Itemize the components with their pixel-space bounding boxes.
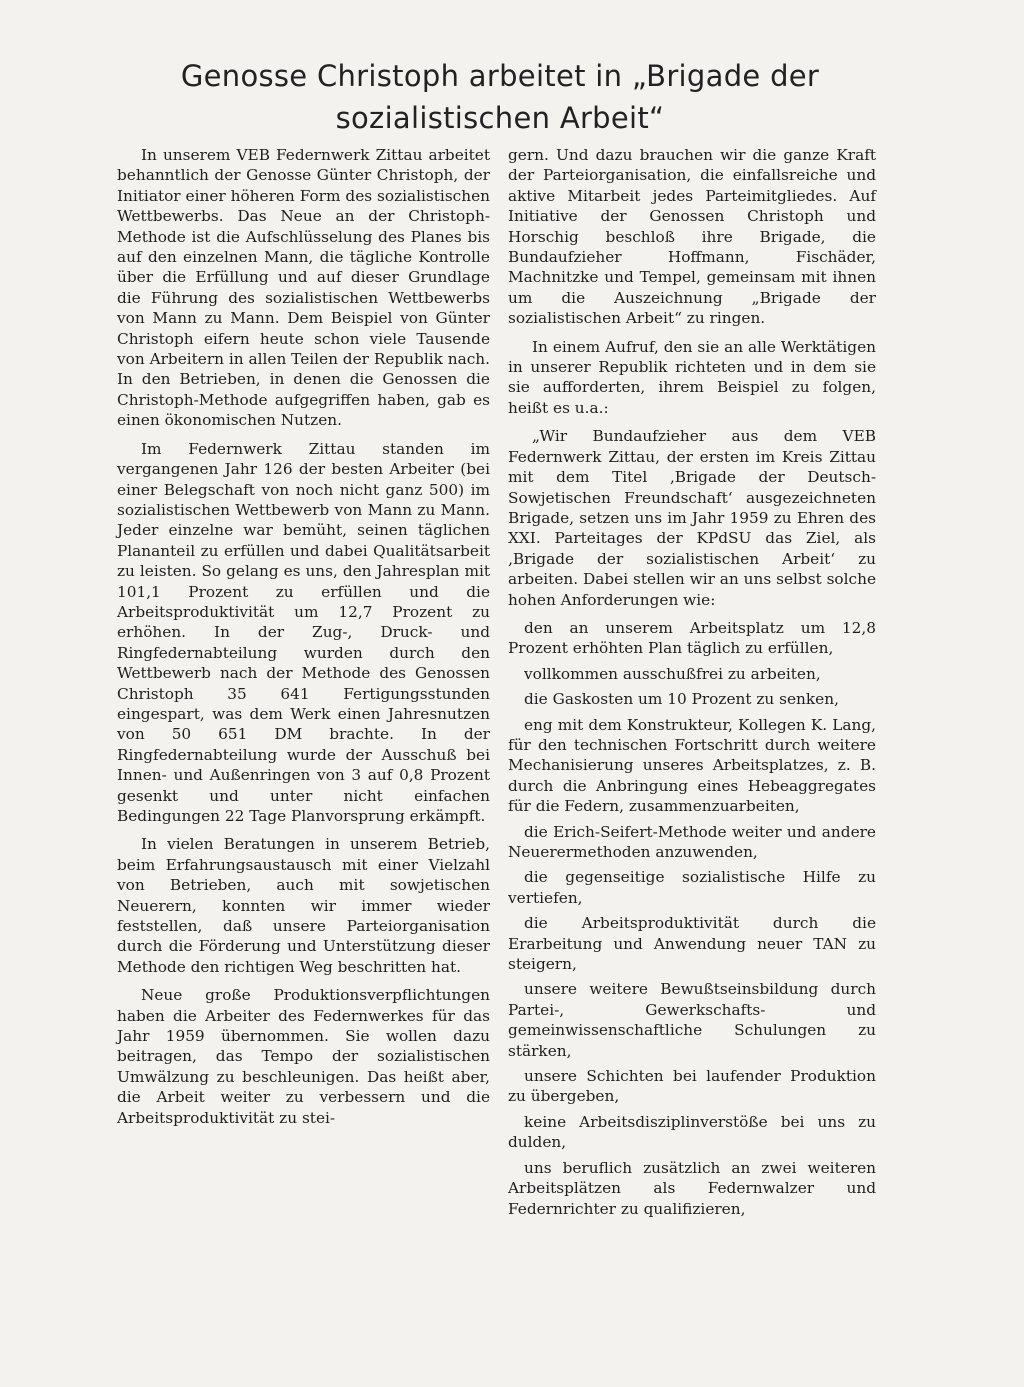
- left-column: [117, 145, 490, 1136]
- commitment-item: eng mit dem Konstrukteur, Kollegen K. Lang, für den technischen Fortschritt durch weitere Mechanisierung unseres Arbeitsplatzes, z. B. durch die Anbringung eines Hebeaggregates für die Federn, zusammenzuarbeiten,: [508, 715, 876, 816]
- left-paragraph-4: Neue große Produktionsverpflichtungen haben die Arbeiter des Federnwerkes für das Jahr 1959 übernommen. Sie wollen dazu beitragen, das Tempo der sozialistischen Umwälzung zu beschleunigen. Das heißt aber, die Arbeit weiter zu verbessern und die Arbeitsproduktivität zu stei-: [117, 986, 490, 1127]
- commitment-item: vollkommen ausschußfrei zu arbeiten,: [524, 664, 821, 683]
- commitment-item: unsere weitere Bewußtseinsbildung durch Partei-, Gewerkschafts- und gemeinwissenschaftliche Schulungen zu stärken,: [508, 980, 876, 1060]
- article-title-line-1: Genosse Christoph arbeitet in „Brigade der: [180, 59, 820, 93]
- right-paragraph-3: „Wir Bundaufzieher aus dem VEB Federnwerk Zittau, der ersten im Kreis Zittau mit dem Titel ‚Brigade der Deutsch-Sowjetischen Freundschaft‘ ausgezeichneten Brigade, setzen uns im Jahr 1959 zu Ehren des XXI. Parteitages der KPdSU das Ziel, als ‚Brigade der sozialistischen Arbeit‘ zu arbeiten. Dabei stellen wir an uns selbst solche hohen Anforderungen wie:: [508, 427, 876, 609]
- left-paragraph-2: Im Federnwerk Zittau standen im vergangenen Jahr 126 der besten Arbeiter (bei einer Belegschaft von noch nicht ganz 500) im sozialistischen Wettbewerb von Mann zu Mann. Jeder einzelne war bemüht, seinen täglichen Plananteil zu erfüllen und dabei Qualitätsarbeit zu leisten. So gelang es uns, den Jahresplan mit 101,1 Prozent zu erfüllen und die Arbeitsproduktivität um 12,7 Prozent zu erhöhen. In der Zug-, Druck- und Ringfedernabteilung wurden durch den Wettbewerb nach der Methode des Genossen Christoph 35 641 Fertigungsstunden eingespart, was dem Werk einen Jahresnutzen von 50 651 DM brachte. In der Ringfedernabteilung wurde der Ausschuß bei Innen- und Außenringen von 3 auf 0,8 Prozent gesenkt und unter nicht einfachen Bedingungen 22 Tage Planvorsprung erkämpft.: [117, 439, 490, 825]
- commitment-item: die Gaskosten um 10 Prozent zu senken,: [524, 690, 839, 709]
- article-title-line-2: sozialistischen Arbeit“: [335, 101, 665, 135]
- commitment-item: unsere Schichten bei laufender Produktion zu übergeben,: [508, 1067, 876, 1106]
- right-column: [508, 145, 876, 1224]
- right-paragraph-1: gern. Und dazu brauchen wir die ganze Kraft der Parteiorganisation, die einfallsreiche und aktive Mitarbeit jedes Parteimitgliedes. Auf Initiative der Genossen Christoph und Horschig beschloß ihre Brigade, die Bundaufzieher Hoffmann, Fischäder, Machnitzke und Tempel, gemeinsam mit ihnen um die Auszeichnung „Brigade der sozialistischen Arbeit“ zu ringen.: [508, 146, 876, 328]
- article-title: [150, 55, 850, 139]
- right-paragraph-2: In einem Aufruf, den sie an alle Werktätigen in unserer Republik richteten und in dem sie sie aufforderten, ihrem Beispiel zu folgen, heißt es u.a.:: [508, 337, 876, 417]
- commitment-item: die Erich-Seifert-Methode weiter und andere Neuerermethoden anzuwenden,: [508, 822, 876, 861]
- left-paragraph-1: In unserem VEB Federnwerk Zittau arbeitet behanntlich der Genosse Günter Christoph, der Initiator einer höheren Form des sozialistischen Wettbewerbs. Das Neue an der Christoph-Methode ist die Aufschlüsselung des Planes bis auf den einzelnen Mann, die tägliche Kontrolle über die Erfüllung und auf dieser Grundlage die Führung des sozialistischen Wettbewerbs von Mann zu Mann. Dem Beispiel von Günter Christoph eifern heute schon viele Tausende von Arbeitern in allen Teilen der Republik nach. In den Betrieben, in denen die Genossen die Christoph-Methode aufgegriffen haben, gab es einen ökonomischen Nutzen.: [117, 146, 490, 430]
- left-paragraph-3: In vielen Beratungen in unserem Betrieb, beim Erfahrungsaustausch mit einer Vielzahl von Betrieben, auch mit sowjetischen Neuerern, konnten wir immer wieder feststellen, daß unsere Parteiorganisation durch die Förderung und Unterstützung dieser Methode den richtigen Weg beschritten hat.: [117, 835, 490, 976]
- commitment-item: uns beruflich zusätzlich an zwei weiteren Arbeitsplätzen als Federnwalzer und Federnrichter zu qualifizieren,: [508, 1158, 876, 1218]
- commitment-item: keine Arbeitsdisziplinverstöße bei uns zu dulden,: [508, 1112, 876, 1152]
- commitment-item: die gegenseitige sozialistische Hilfe zu vertiefen,: [508, 868, 876, 907]
- commitment-item: den an unserem Arbeitsplatz um 12,8 Prozent erhöhten Plan täglich zu erfüllen,: [508, 618, 876, 658]
- commitment-item: die Arbeitsproduktivität durch die Erarbeitung und Anwendung neuer TAN zu steigern,: [508, 914, 876, 974]
